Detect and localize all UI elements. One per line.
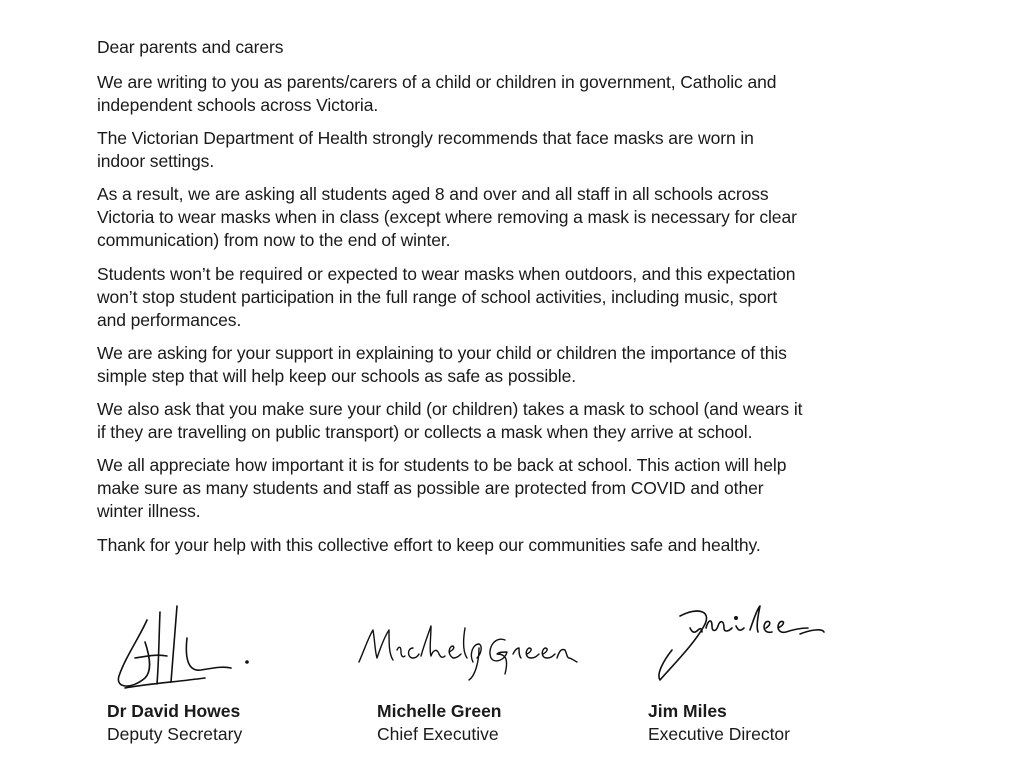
signatory-title: Deputy Secretary: [107, 724, 243, 744]
line: and performances.: [97, 310, 242, 330]
signature-david-howes: [105, 598, 265, 698]
signatory-title: Executive Director: [648, 724, 790, 744]
signatory-title: Chief Executive: [377, 724, 499, 744]
salutation: [97, 36, 283, 59]
paragraph-outdoors: [97, 263, 795, 332]
closing-thanks: [97, 534, 761, 557]
line: As a result, we are asking all students aged 8 and over and all staff in all schools across: [97, 184, 769, 204]
paragraph-health-recommendation: [97, 127, 754, 173]
paragraph-mask-request: [97, 183, 797, 252]
line: Thank for your help with this collective effort to keep our communities safe and healthy.: [97, 535, 761, 555]
line: We are writing to you as parents/carers of a child or children in government, Catholic and: [97, 72, 777, 92]
paragraph-appreciation: [97, 454, 786, 523]
line: indoor settings.: [97, 151, 215, 171]
signatory-name: Dr David Howes: [107, 701, 241, 721]
signatory-name: Michelle Green: [377, 701, 502, 721]
signature-michelle-green: [355, 618, 580, 688]
line: winter illness.: [97, 501, 201, 521]
signatory-name: Jim Miles: [648, 701, 727, 721]
paragraph-schools: [97, 71, 776, 117]
line: independent schools across Victoria.: [97, 95, 379, 115]
line: We also ask that you make sure your child (or children) takes a mask to school (and wears it: [97, 399, 803, 419]
paragraph-support: [97, 342, 787, 388]
line: We all appreciate how important it is for students to be back at school. This action will help: [97, 455, 787, 475]
paragraph-mask-to-school: [97, 398, 802, 444]
line: won’t stop student participation in the full range of school activities, including music, sport: [97, 287, 778, 307]
signature-jim-miles: [650, 598, 830, 688]
line: simple step that will help keep our schools as safe as possible.: [97, 366, 576, 386]
line: The Victorian Department of Health strongly recommends that face masks are worn in: [97, 128, 754, 148]
line: Students won’t be required or expected to wear masks when outdoors, and this expectation: [97, 264, 796, 284]
line: Dear parents and carers: [97, 37, 284, 57]
line: if they are travelling on public transport) or collects a mask when they arrive at school.: [97, 422, 753, 442]
line: communication) from now to the end of winter.: [97, 230, 451, 250]
line: We are asking for your support in explaining to your child or children the importance of this: [97, 343, 787, 363]
line: make sure as many students and staff as possible are protected from COVID and other: [97, 478, 764, 498]
line: Victoria to wear masks when in class (except where removing a mask is necessary for clear: [97, 207, 797, 227]
